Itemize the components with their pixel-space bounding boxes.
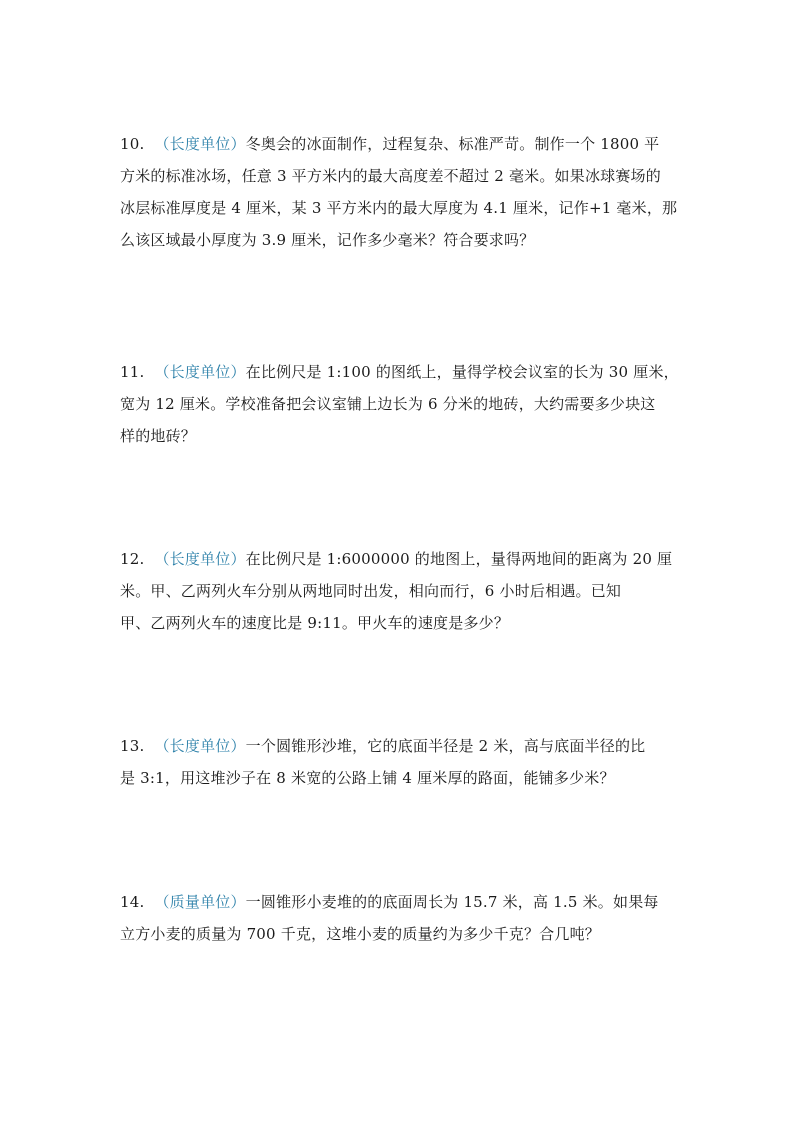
problem-line: 样的地砖？ (120, 427, 197, 445)
problem-14 (120, 886, 659, 950)
problem-11 (120, 356, 679, 452)
problem-13 (120, 730, 645, 794)
problem-tag: （质量单位） (154, 893, 246, 911)
problem-line (120, 543, 672, 575)
problem-tag: （长度单位） (154, 737, 246, 755)
problem-tag: （长度单位） (154, 135, 246, 153)
problem-10 (120, 128, 677, 256)
problem-tag: （长度单位） (154, 363, 246, 381)
problem-line (120, 886, 659, 918)
problem-line: 么该区域最小厚度为 3.9 厘米，记作多少毫米？符合要求吗？ (120, 231, 535, 249)
problem-line (120, 128, 677, 160)
problem-number: 12. (120, 550, 145, 568)
problem-number: 14. (120, 893, 145, 911)
problem-line: 宽为 12 厘米。学校准备把会议室铺上边长为 6 分米的地砖，大约需要多少块这 (120, 395, 656, 413)
problem-text: 在比例尺是 1:6000000 的地图上，量得两地间的距离为 20 厘 (245, 550, 673, 568)
problem-text: 冬奥会的冰面制作，过程复杂、标准严苛。制作一个 1800 平 (245, 135, 660, 153)
problem-line: 冰层标准厚度是 4 厘米，某 3 平方米内的最大厚度为 4.1 厘米，记作+1 毫米，那 (120, 199, 678, 217)
problem-text: 一个圆锥形沙堆，它的底面半径是 2 米，高与底面半径的比 (245, 737, 646, 755)
problem-number: 11. (120, 363, 145, 381)
problem-line (120, 730, 645, 762)
problem-number: 10. (120, 135, 145, 153)
problem-line (120, 356, 679, 388)
problem-number: 13. (120, 737, 145, 755)
problem-tag: （长度单位） (154, 550, 246, 568)
problem-text: 一圆锥形小麦堆的的底面周长为 15.7 米，高 1.5 米。如果每 (245, 893, 659, 911)
problem-line: 甲、乙两列火车的速度比是 9:11。甲火车的速度是多少？ (120, 614, 510, 632)
problem-line: 立方小麦的质量为 700 千克，这堆小麦的质量约为多少千克？合几吨？ (120, 925, 600, 943)
problem-line: 是 3:1，用这堆沙子在 8 米宽的公路上铺 4 厘米厚的路面，能铺多少米？ (120, 769, 615, 787)
problem-text: 在比例尺是 1:100 的图纸上，量得学校会议室的长为 30 厘米， (245, 363, 679, 381)
problem-line: 米。甲、乙两列火车分别从两地同时出发，相向而行，6 小时后相遇。已知 (120, 582, 622, 600)
problem-line: 方米的标准冰场，任意 3 平方米内的最大高度差不超过 2 毫米。如果冰球赛场的 (120, 167, 661, 185)
problem-12 (120, 543, 672, 639)
